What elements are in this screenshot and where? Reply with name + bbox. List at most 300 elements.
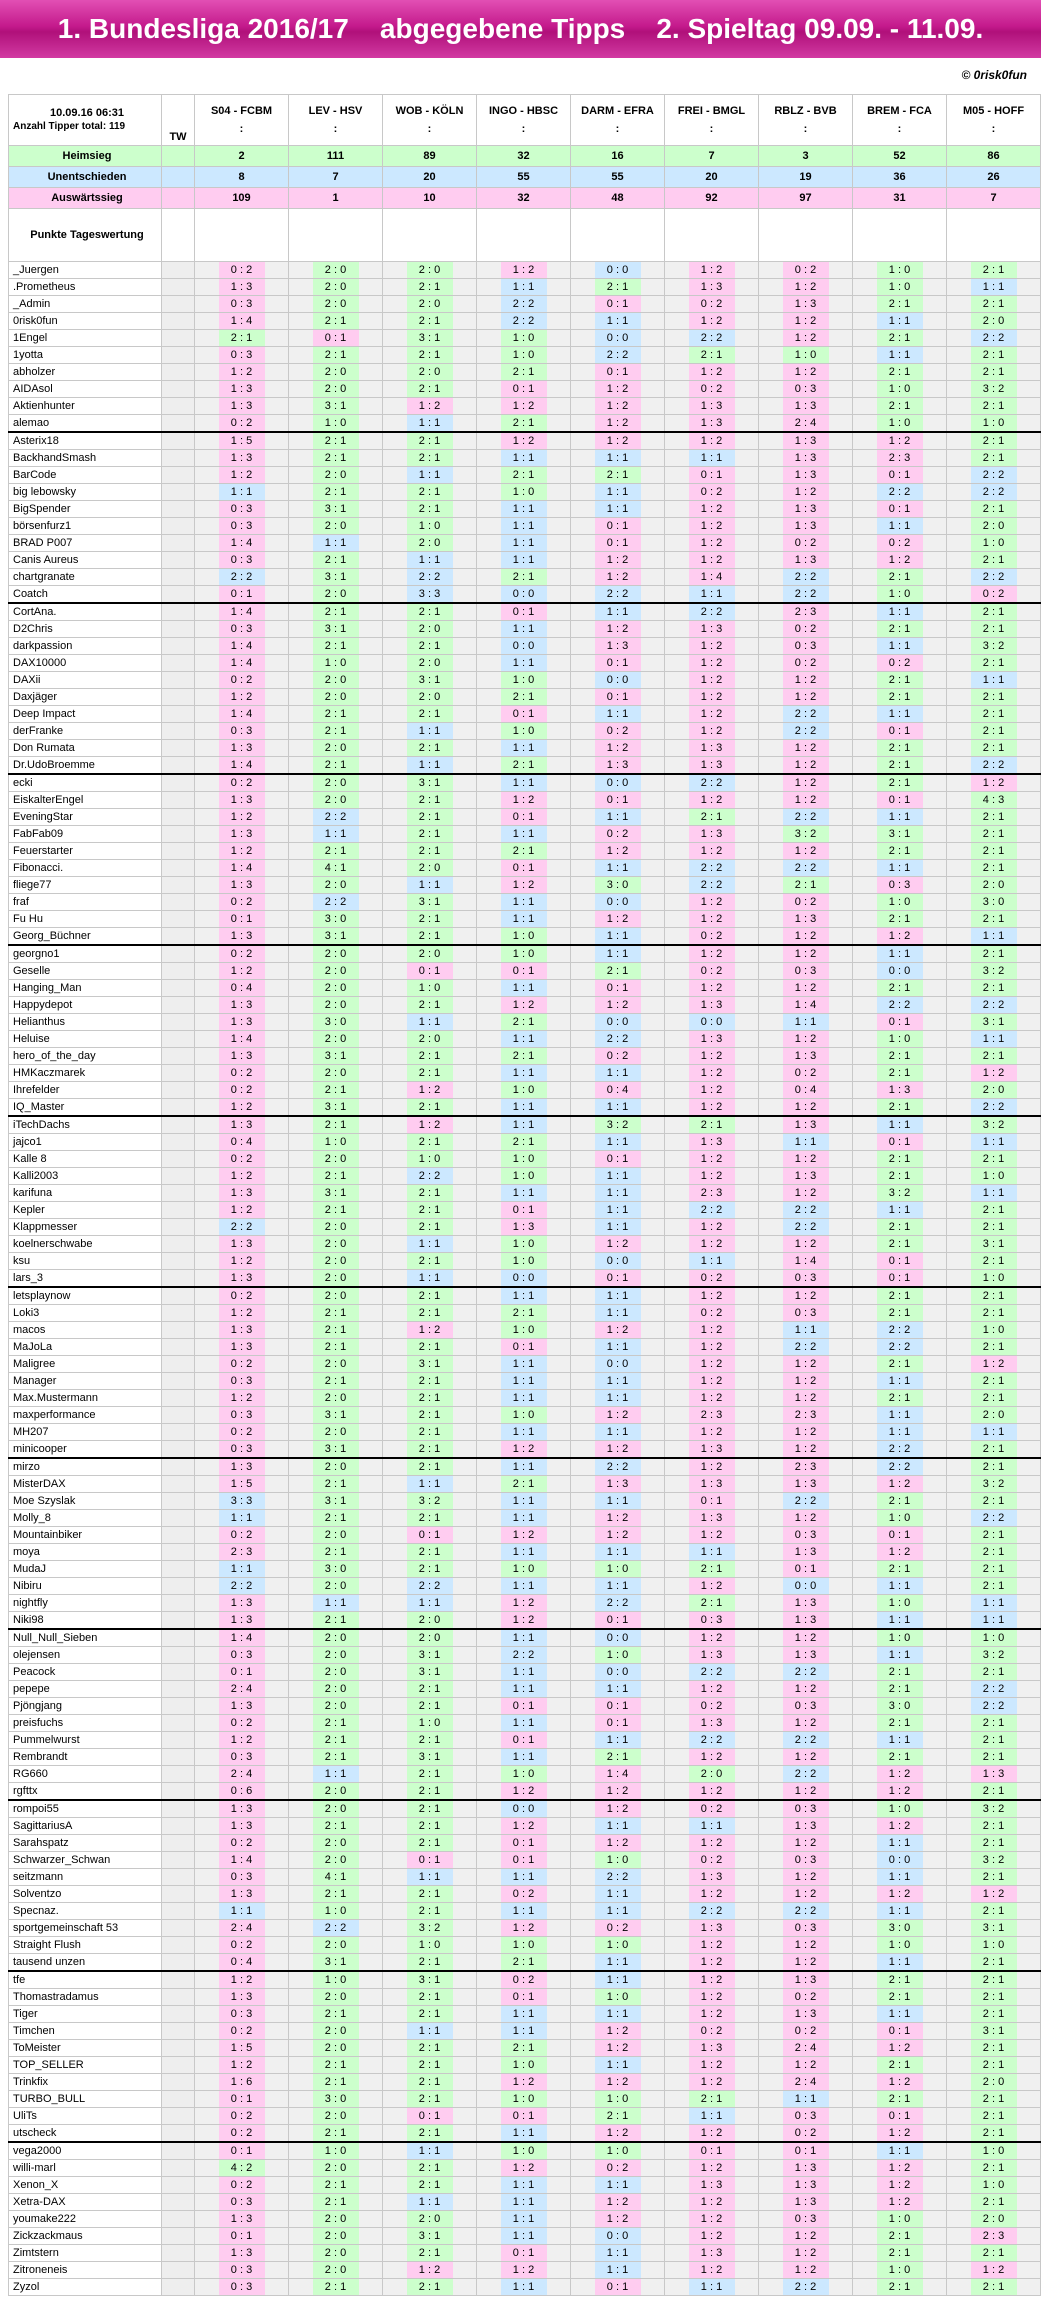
tipper-row <box>9 347 1041 364</box>
tip-cell <box>289 911 383 928</box>
tip-value: 1 : 2 <box>595 1236 641 1252</box>
tip-cell <box>947 1920 1041 1937</box>
match-name: M05 - HOFF <box>962 105 1025 117</box>
tip-cell <box>947 1732 1041 1749</box>
tip-cell <box>571 586 665 604</box>
header-info <box>9 95 162 146</box>
tip-cell <box>665 603 759 621</box>
tw-cell <box>162 2142 195 2160</box>
tip-value: 1 : 2 <box>689 1151 735 1167</box>
tip-cell <box>571 1048 665 1065</box>
tip-cell <box>759 432 853 450</box>
tip-cell <box>477 1578 571 1595</box>
tip-cell <box>665 1920 759 1937</box>
tip-cell <box>665 706 759 723</box>
tip-cell <box>195 894 289 911</box>
tip-cell <box>289 860 383 877</box>
tip-value: 2 : 1 <box>313 2006 359 2022</box>
tip-value: 1 : 2 <box>783 364 829 380</box>
tip-value: 0 : 3 <box>219 621 265 637</box>
tip-cell <box>571 1168 665 1185</box>
tip-cell <box>195 450 289 467</box>
tip-cell <box>477 552 571 569</box>
tip-cell <box>195 2108 289 2125</box>
tip-cell <box>195 1903 289 1920</box>
tipper-name: Moe Szyslak <box>9 1493 162 1510</box>
tip-cell <box>947 1305 1041 1322</box>
tip-value: 1 : 1 <box>595 1578 641 1594</box>
tip-value: 3 : 0 <box>313 1014 359 1030</box>
tip-cell <box>665 826 759 843</box>
tip-value: 2 : 4 <box>219 1681 265 1697</box>
tip-cell <box>947 1236 1041 1253</box>
tip-cell <box>759 1202 853 1219</box>
tip-value: 1 : 1 <box>877 347 923 363</box>
tip-value: 1 : 1 <box>877 1647 923 1663</box>
tip-value: 1 : 2 <box>219 467 265 483</box>
match-name: BREM - FCA <box>867 105 932 117</box>
heimsieg-row-value: 52 <box>853 146 947 167</box>
tip-cell <box>289 2074 383 2091</box>
tip-cell <box>571 1510 665 1527</box>
tipper-name: Deep Impact <box>9 706 162 723</box>
tipper-row <box>9 1305 1041 1322</box>
tip-cell <box>477 1458 571 1476</box>
tipper-name: rompoi55 <box>9 1800 162 1818</box>
tip-value: 2 : 1 <box>971 655 1017 671</box>
tip-cell <box>571 347 665 364</box>
tip-cell <box>289 603 383 621</box>
tip-cell <box>195 792 289 809</box>
tip-value: 2 : 1 <box>313 2074 359 2090</box>
tip-cell <box>571 2142 665 2160</box>
tip-cell <box>853 552 947 569</box>
tipper-row <box>9 1014 1041 1031</box>
tip-cell <box>195 1544 289 1561</box>
tip-cell <box>383 569 477 586</box>
tip-value: 1 : 1 <box>971 672 1017 688</box>
tipper-row <box>9 1869 1041 1886</box>
tip-cell <box>947 1116 1041 1134</box>
tip-value: 3 : 1 <box>407 1356 453 1372</box>
tip-value: 0 : 0 <box>595 894 641 910</box>
banner <box>0 0 1041 58</box>
tip-value: 1 : 2 <box>689 1288 735 1304</box>
tip-cell <box>571 1749 665 1766</box>
tip-cell <box>665 2245 759 2262</box>
tipper-name: Heluise <box>9 1031 162 1048</box>
tip-value: 1 : 2 <box>783 1749 829 1765</box>
tipper-row <box>9 535 1041 552</box>
tip-value: 1 : 4 <box>219 1852 265 1868</box>
tip-value: 0 : 3 <box>219 552 265 568</box>
tip-cell <box>571 1099 665 1117</box>
tip-cell <box>853 1903 947 1920</box>
tip-cell <box>759 1339 853 1356</box>
tip-cell <box>289 2142 383 2160</box>
tip-cell <box>665 2228 759 2245</box>
tip-cell <box>759 1219 853 1236</box>
tip-value: 1 : 2 <box>783 1783 829 1799</box>
tip-cell <box>195 347 289 364</box>
tip-value: 2 : 1 <box>313 1322 359 1338</box>
tip-value: 2 : 1 <box>313 1612 359 1628</box>
tipper-row <box>9 689 1041 706</box>
tip-value: 1 : 2 <box>595 911 641 927</box>
tip-cell <box>383 2228 477 2245</box>
tip-value: 2 : 1 <box>877 1168 923 1184</box>
tip-cell <box>665 1424 759 1441</box>
tip-cell <box>289 2245 383 2262</box>
tw-cell <box>162 1202 195 1219</box>
tip-cell <box>947 398 1041 415</box>
tip-cell <box>853 1869 947 1886</box>
tip-value: 0 : 2 <box>689 484 735 500</box>
tip-value: 1 : 3 <box>783 518 829 534</box>
tip-value: 2 : 1 <box>971 1151 1017 1167</box>
tipper-name: MisterDAX <box>9 1476 162 1493</box>
tip-value: 2 : 1 <box>407 638 453 654</box>
tip-cell <box>571 1390 665 1407</box>
tip-value: 0 : 1 <box>501 1202 547 1218</box>
tip-value: 1 : 1 <box>689 2108 735 2124</box>
tip-value: 1 : 2 <box>595 569 641 585</box>
tip-value: 2 : 2 <box>783 1903 829 1919</box>
tip-value: 1 : 1 <box>595 313 641 329</box>
tipper-row <box>9 2228 1041 2245</box>
tip-value: 0 : 1 <box>783 2143 829 2159</box>
tip-cell <box>947 1151 1041 1168</box>
tip-cell <box>947 2074 1041 2091</box>
tip-cell <box>289 381 383 398</box>
tip-value: 0 : 1 <box>595 1151 641 1167</box>
tip-cell <box>759 2108 853 2125</box>
tip-value: 0 : 0 <box>501 1801 547 1817</box>
tip-cell <box>383 2040 477 2057</box>
tip-value: 1 : 1 <box>501 1356 547 1372</box>
tip-value: 0 : 1 <box>595 792 641 808</box>
tip-value: 0 : 3 <box>783 2108 829 2124</box>
tip-cell <box>853 2057 947 2074</box>
tip-value: 0 : 1 <box>877 1134 923 1150</box>
tip-cell <box>665 1065 759 1082</box>
tipper-row <box>9 1424 1041 1441</box>
tip-cell <box>477 535 571 552</box>
tip-cell <box>383 1476 477 1493</box>
tip-cell <box>195 2245 289 2262</box>
tipper-name: olejensen <box>9 1647 162 1664</box>
tip-value: 1 : 2 <box>783 1288 829 1304</box>
tip-cell <box>383 1322 477 1339</box>
tip-cell <box>477 1373 571 1390</box>
tipper-name: Daxjäger <box>9 689 162 706</box>
tipper-name: willi-marl <box>9 2160 162 2177</box>
tip-value: 1 : 2 <box>595 621 641 637</box>
tip-value: 1 : 2 <box>971 1065 1017 1081</box>
tip-value: 0 : 0 <box>501 586 547 602</box>
tip-cell <box>853 1989 947 2006</box>
tip-value: 2 : 0 <box>689 1766 735 1782</box>
tip-cell <box>947 638 1041 655</box>
tipper-row <box>9 1031 1041 1048</box>
tip-value: 1 : 1 <box>501 894 547 910</box>
tip-cell <box>571 398 665 415</box>
tip-cell <box>383 1698 477 1715</box>
tw-cell <box>162 1920 195 1937</box>
tipper-row <box>9 1749 1041 1766</box>
tip-cell <box>195 535 289 552</box>
tipper-row <box>9 1390 1041 1407</box>
tip-cell <box>853 1339 947 1356</box>
tip-value: 2 : 1 <box>971 1989 1017 2005</box>
tip-value: 3 : 1 <box>407 2228 453 2244</box>
tip-value: 1 : 3 <box>219 1185 265 1201</box>
tip-value: 2 : 1 <box>971 1732 1017 1748</box>
tip-cell <box>853 740 947 757</box>
tip-value: 2 : 1 <box>971 1219 1017 1235</box>
tip-cell <box>195 262 289 279</box>
tip-cell <box>853 484 947 501</box>
tip-value: 1 : 2 <box>595 1835 641 1851</box>
tip-cell <box>477 1647 571 1664</box>
unentschieden-row-value: 20 <box>665 167 759 188</box>
tip-value: 0 : 0 <box>595 1356 641 1372</box>
tip-value: 2 : 0 <box>313 740 359 756</box>
tw-cell <box>162 467 195 484</box>
tip-cell <box>947 2262 1041 2279</box>
tw-header <box>162 95 195 146</box>
tip-value: 1 : 3 <box>783 2006 829 2022</box>
tip-cell <box>759 1886 853 1903</box>
tip-cell <box>947 1715 1041 1732</box>
tip-cell <box>571 1527 665 1544</box>
tip-cell <box>853 1527 947 1544</box>
tip-value: 2 : 1 <box>971 1835 1017 1851</box>
tip-value: 1 : 2 <box>595 2040 641 2056</box>
tip-value: 0 : 1 <box>595 1270 641 1286</box>
tip-cell <box>477 1493 571 1510</box>
tip-value: 1 : 0 <box>877 1801 923 1817</box>
tip-cell <box>853 860 947 877</box>
tip-value: 2 : 1 <box>407 1801 453 1817</box>
tip-cell <box>477 1151 571 1168</box>
tip-cell <box>947 1424 1041 1441</box>
tipper-row <box>9 2211 1041 2228</box>
tip-value: 2 : 1 <box>971 911 1017 927</box>
tip-value: 2 : 2 <box>689 877 735 893</box>
tip-value: 2 : 1 <box>407 1818 453 1834</box>
tip-cell <box>665 330 759 347</box>
tip-value: 1 : 2 <box>689 1749 735 1765</box>
tip-cell <box>947 432 1041 450</box>
tip-cell <box>853 603 947 621</box>
tip-value: 2 : 1 <box>501 1476 547 1492</box>
tipper-name: FabFab09 <box>9 826 162 843</box>
tip-value: 2 : 2 <box>595 347 641 363</box>
tip-cell <box>853 1476 947 1493</box>
tipper-name: nightfly <box>9 1595 162 1612</box>
tip-value: 0 : 1 <box>219 1664 265 1680</box>
tip-value: 0 : 2 <box>783 1065 829 1081</box>
tip-value: 1 : 2 <box>595 1407 641 1423</box>
tip-cell <box>195 1971 289 1989</box>
tip-value: 0 : 1 <box>407 963 453 979</box>
tip-cell <box>947 330 1041 347</box>
tip-value: 2 : 1 <box>971 1288 1017 1304</box>
tipper-row <box>9 1561 1041 1578</box>
tip-value: 2 : 2 <box>783 860 829 876</box>
tw-cell <box>162 1065 195 1082</box>
tip-value: 1 : 0 <box>407 1151 453 1167</box>
tw-cell <box>162 1578 195 1595</box>
tip-value: 0 : 6 <box>219 1783 265 1799</box>
tip-value: 0 : 2 <box>595 826 641 842</box>
tip-cell <box>853 2091 947 2108</box>
header-row <box>9 95 1041 146</box>
tip-cell <box>383 706 477 723</box>
tip-cell <box>289 552 383 569</box>
heimsieg-row-value: 7 <box>665 146 759 167</box>
tip-value: 2 : 1 <box>877 621 923 637</box>
tip-value: 0 : 1 <box>877 467 923 483</box>
tip-cell <box>759 2245 853 2262</box>
tip-value: 1 : 3 <box>219 1117 265 1133</box>
tip-cell <box>195 1869 289 1886</box>
tip-value: 0 : 0 <box>595 2228 641 2244</box>
tip-value: 1 : 1 <box>971 1424 1017 1440</box>
tip-cell <box>195 2023 289 2040</box>
tip-value: 2 : 1 <box>313 1715 359 1731</box>
tip-cell <box>195 2160 289 2177</box>
tip-value: 2 : 4 <box>219 1766 265 1782</box>
tip-cell <box>195 1835 289 1852</box>
tip-cell <box>759 1835 853 1852</box>
tip-cell <box>289 1527 383 1544</box>
tip-cell <box>289 945 383 963</box>
tip-cell <box>759 1134 853 1151</box>
tip-value: 2 : 0 <box>313 381 359 397</box>
tip-cell <box>195 1766 289 1783</box>
tip-cell <box>759 1476 853 1493</box>
tip-cell <box>759 1800 853 1818</box>
tip-value: 2 : 1 <box>407 484 453 500</box>
tip-value: 2 : 0 <box>313 2160 359 2176</box>
tip-cell <box>665 313 759 330</box>
tipper-row <box>9 2262 1041 2279</box>
tip-value: 2 : 0 <box>313 792 359 808</box>
tip-cell <box>947 364 1041 381</box>
tip-value: 1 : 2 <box>595 843 641 859</box>
tip-cell <box>571 415 665 433</box>
tip-cell <box>947 262 1041 279</box>
tip-cell <box>289 1339 383 1356</box>
tip-value: 1 : 1 <box>595 1972 641 1988</box>
tip-cell <box>477 2006 571 2023</box>
tip-cell <box>195 1595 289 1612</box>
tipper-name: utscheck <box>9 2125 162 2143</box>
tipper-name: Fu Hu <box>9 911 162 928</box>
tip-value: 4 : 3 <box>971 792 1017 808</box>
tip-value: 2 : 2 <box>877 997 923 1013</box>
tip-cell <box>665 860 759 877</box>
tw-cell <box>162 1099 195 1117</box>
tip-value: 0 : 2 <box>595 1920 641 1936</box>
tip-cell <box>289 877 383 894</box>
tip-value: 1 : 1 <box>595 501 641 517</box>
tip-cell <box>477 963 571 980</box>
match-header <box>665 95 759 146</box>
tip-cell <box>289 586 383 604</box>
tip-cell <box>477 432 571 450</box>
tip-value: 1 : 0 <box>407 1937 453 1953</box>
tip-value: 2 : 1 <box>971 2006 1017 2022</box>
tip-cell <box>289 1014 383 1031</box>
tip-value: 2 : 1 <box>877 757 923 773</box>
tip-value: 2 : 1 <box>407 2040 453 2056</box>
tip-cell <box>947 2091 1041 2108</box>
tip-cell <box>947 723 1041 740</box>
tip-cell <box>289 2279 383 2296</box>
tip-value: 2 : 1 <box>407 1783 453 1799</box>
tip-value: 2 : 0 <box>313 1356 359 1372</box>
tw-cell <box>162 843 195 860</box>
tip-cell <box>477 1800 571 1818</box>
match-name: WOB - KÖLN <box>395 105 464 117</box>
tipper-name: Klappmesser <box>9 1219 162 1236</box>
tip-value: 1 : 0 <box>501 2091 547 2107</box>
tip-cell <box>195 2040 289 2057</box>
tip-value: 2 : 1 <box>971 1305 1017 1321</box>
tip-value: 1 : 0 <box>501 723 547 739</box>
tip-value: 2 : 1 <box>407 1698 453 1714</box>
tip-value: 2 : 3 <box>971 2228 1017 2244</box>
tip-cell <box>195 2125 289 2143</box>
tip-value: 2 : 1 <box>501 1048 547 1064</box>
tip-value: 1 : 0 <box>501 1236 547 1252</box>
tip-cell <box>665 1322 759 1339</box>
tip-value: 1 : 2 <box>501 2160 547 2176</box>
tip-cell <box>383 2142 477 2160</box>
tip-value: 2 : 1 <box>877 1561 923 1577</box>
tip-value: 2 : 1 <box>595 279 641 295</box>
punkte-value <box>289 209 383 262</box>
tip-cell <box>947 313 1041 330</box>
tip-value: 1 : 2 <box>595 1322 641 1338</box>
tipper-total <box>13 120 161 134</box>
tip-value: 1 : 0 <box>595 2091 641 2107</box>
tip-cell <box>665 1681 759 1698</box>
tip-cell <box>665 398 759 415</box>
tip-cell <box>477 1852 571 1869</box>
tip-value: 0 : 1 <box>877 2023 923 2039</box>
tip-cell <box>571 1202 665 1219</box>
tip-cell <box>477 364 571 381</box>
tipper-row <box>9 894 1041 911</box>
auswaertssieg-row-value: 97 <box>759 188 853 209</box>
tip-value: 3 : 2 <box>971 381 1017 397</box>
tip-cell <box>759 279 853 296</box>
tip-cell <box>289 1134 383 1151</box>
tip-cell <box>947 467 1041 484</box>
tip-value: 1 : 2 <box>595 2023 641 2039</box>
tip-value: 2 : 1 <box>971 706 1017 722</box>
tip-cell <box>759 860 853 877</box>
tip-cell <box>665 1766 759 1783</box>
tip-value: 0 : 1 <box>877 1527 923 1543</box>
tip-cell <box>853 963 947 980</box>
tip-cell <box>853 2279 947 2296</box>
tip-cell <box>853 1202 947 1219</box>
